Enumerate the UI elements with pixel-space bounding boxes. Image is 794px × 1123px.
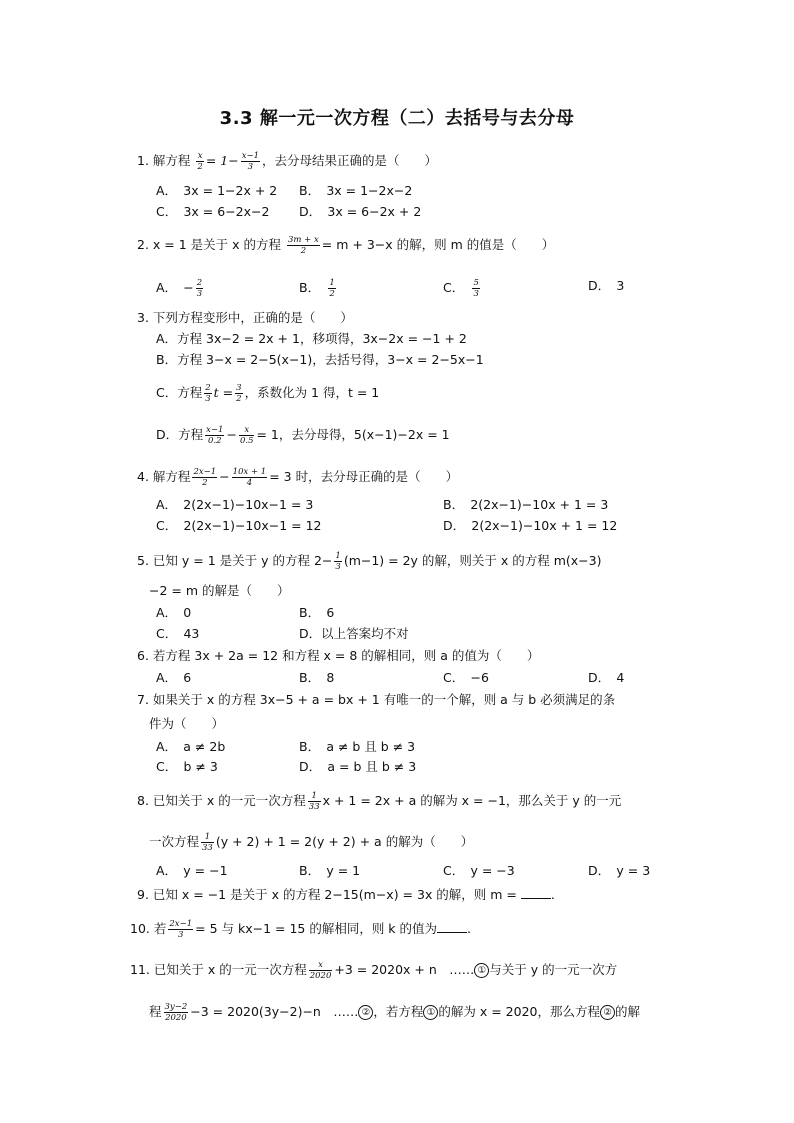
option-a[interactable]: A． 6 <box>156 670 192 685</box>
option-c[interactable]: C． $\frac{5}{3}$ <box>443 278 479 299</box>
option-b[interactable]: B． 2(2x−1)−10x + 1 = 3 <box>443 497 609 512</box>
circled-number: ① <box>474 963 489 978</box>
question-number: 2. <box>137 237 149 252</box>
question-number: 8. <box>137 793 149 808</box>
question-3: 3. 下列方程变形中，正确的是（ ） <box>137 310 353 325</box>
option-d[interactable]: D． 4 <box>588 670 625 685</box>
question-11-continued: 程 $\frac{3y-2}{2020}$ −3 = 2020(3y−2)−n …… ② ，若方程 ① 的解为 x = 2020，那么方程 ② 的解 <box>149 1002 640 1023</box>
option-d[interactable]: D． 3x = 6−2x + 2 <box>299 204 422 219</box>
question-number: 4. <box>137 469 149 484</box>
option-a[interactable]: A． 2(2x−1)−10x−1 = 3 <box>156 497 314 512</box>
circled-number: ② <box>358 1005 373 1020</box>
question-number: 1. <box>137 153 149 168</box>
question-2: 2. x = 1 是关于 x 的方程 $\frac{3m + x}{2}$ = m + 3−x 的解，则 m 的值是（ ） <box>137 235 555 256</box>
option-c[interactable]: C． 3x = 6−2x−2 <box>156 204 270 219</box>
option-c[interactable]: C． 2(2x−1)−10x−1 = 12 <box>156 518 322 533</box>
question-11: 11. 已知关于 x 的一元一次方程 $\frac{x}{2020}$ +3 = 2020x + n …… ① 与关于 y 的一元一次方 <box>130 960 618 981</box>
question-8: 8. 已知关于 x 的一元一次方程 $\frac{1}{33}$ x + 1 = 2x + a 的解为 x = −1，那么关于 y 的一元 <box>137 791 622 812</box>
option-b[interactable]: B． y = 1 <box>299 863 361 878</box>
option-c[interactable]: C．方程 $\frac{2}{3}$ t = $\frac{3}{2}$ ，系数化为 1 得，t = 1 <box>156 383 380 404</box>
question-5-continued: −2 = m 的解是（ ） <box>149 583 290 598</box>
option-b[interactable]: B． 8 <box>299 670 335 685</box>
option-b[interactable]: B． 3x = 1−2x−2 <box>299 183 413 198</box>
option-d[interactable]: D．以上答案均不对 <box>299 626 409 641</box>
option-a[interactable]: A． − $\frac{2}{3}$ <box>156 278 203 299</box>
option-b[interactable]: B． a ≠ b 且 b ≠ 3 <box>299 739 416 754</box>
question-text: 解方程 <box>152 153 191 168</box>
question-10: 10. 若 $\frac{2x-1}{3}$ = 5 与 kx−1 = 15 的解相同，则 k 的值为 . <box>130 919 472 940</box>
option-b[interactable]: B．方程 3−x = 2−5(x−1)，去括号得，3−x = 2−5x−1 <box>156 352 484 367</box>
fraction: $\frac{3m + x}{2}$ <box>288 235 319 256</box>
option-a[interactable]: A．方程 3x−2 = 2x + 1，移项得，3x−2x = −1 + 2 <box>156 331 467 346</box>
question-number: 9. <box>137 887 149 902</box>
option-d[interactable]: D． a = b 且 b ≠ 3 <box>299 759 417 774</box>
question-7-continued: 件为（ ） <box>149 716 225 731</box>
question-number: 3. <box>137 310 149 325</box>
option-c[interactable]: C． −6 <box>443 670 489 685</box>
question-5: 5. 已知 y = 1 是关于 y 的方程 2− $\frac{1}{3}$ (m−1) = 2y 的解，则关于 x 的方程 m(x−3) <box>137 551 602 572</box>
option-d[interactable]: D． y = 3 <box>588 863 651 878</box>
option-d[interactable]: D． 2(2x−1)−10x + 1 = 12 <box>443 518 618 533</box>
question-6: 6. 若方程 3x + 2a = 12 和方程 x = 8 的解相同，则 a 的值为（ ） <box>137 648 540 663</box>
fraction: $\frac{x}{2}$ <box>197 151 203 172</box>
fraction: $\frac{x-1}{3}$ <box>241 151 260 172</box>
question-number: 10. <box>130 921 150 936</box>
question-1: 1. 解方程 $\frac{x}{2}$ = 1− $\frac{x-1}{3}$ ，去分母结果正确的是（ ） <box>137 151 438 172</box>
option-d[interactable]: D．方程 $\frac{x-1}{0.2}$ − $\frac{x}{0.5}$ = 1，去分母得，5(x−1)−2x = 1 <box>156 425 450 446</box>
question-number: 5. <box>137 553 149 568</box>
option-c[interactable]: C． 43 <box>156 626 200 641</box>
option-a[interactable]: A． 0 <box>156 605 192 620</box>
option-c[interactable]: C． y = −3 <box>443 863 515 878</box>
question-number: 6. <box>137 648 149 663</box>
page-title: 3.3 解一元一次方程（二）去括号与去分母 <box>219 108 575 129</box>
circled-number: ① <box>423 1005 438 1020</box>
answer-blank[interactable] <box>521 886 551 899</box>
option-c[interactable]: C． b ≠ 3 <box>156 759 218 774</box>
option-d[interactable]: D． 3 <box>588 278 625 293</box>
option-a[interactable]: A． y = −1 <box>156 863 228 878</box>
option-a[interactable]: A． 3x = 1−2x + 2 <box>156 183 278 198</box>
question-7: 7. 如果关于 x 的方程 3x−5 + a = bx + 1 有唯一的一个解，则 a 与 b 必须满足的条 <box>137 692 616 707</box>
circled-number: ② <box>600 1005 615 1020</box>
question-number: 11. <box>130 962 150 977</box>
question-8-continued: 一次方程 $\frac{1}{33}$ (y + 2) + 1 = 2(y + 2) + a 的解为（ ） <box>149 832 474 853</box>
question-number: 7. <box>137 692 149 707</box>
option-a[interactable]: A． a ≠ 2b <box>156 739 226 754</box>
question-9: 9. 已知 x = −1 是关于 x 的方程 2−15(m−x) = 3x 的解，则 m = . <box>137 887 555 902</box>
answer-blank[interactable] <box>437 920 467 933</box>
question-4: 4. 解方程 $\frac{2x-1}{2}$ − $\frac{10x + 1}{4}$ = 3 时，去分母正确的是（ ） <box>137 467 459 488</box>
option-b[interactable]: B． 6 <box>299 605 335 620</box>
option-b[interactable]: B． $\frac{1}{2}$ <box>299 278 335 299</box>
